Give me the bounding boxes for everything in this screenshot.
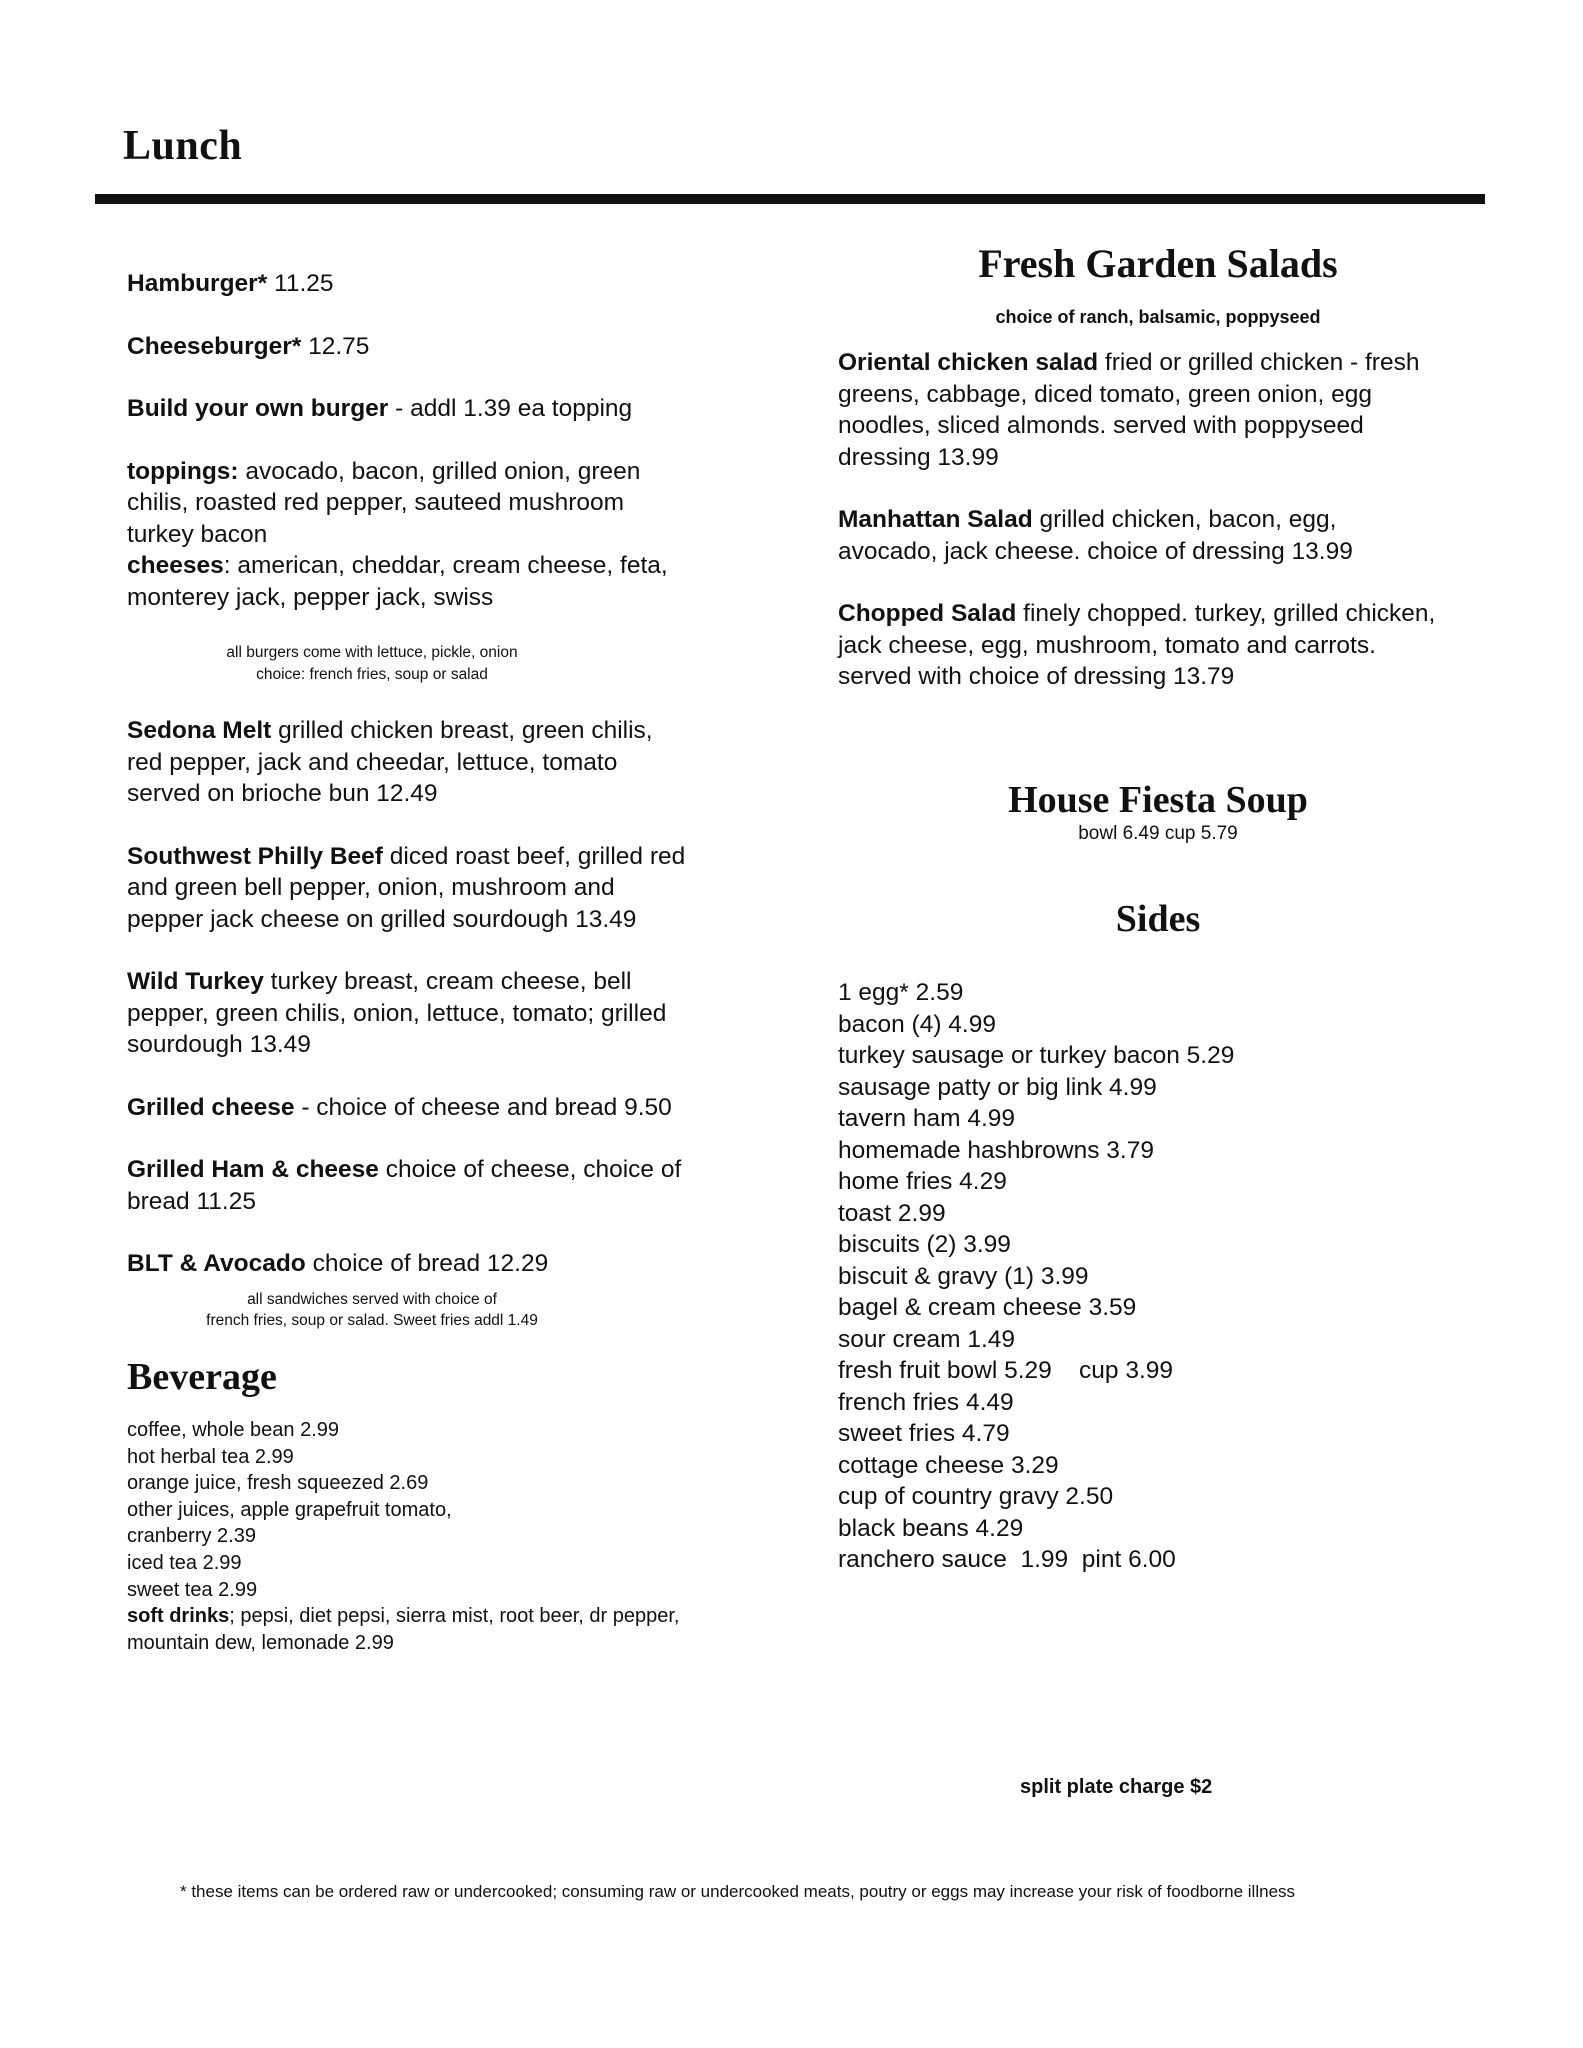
menu-item-oriental-chicken-salad — [838, 347, 1438, 473]
menu-item-manhattan-salad — [838, 504, 1438, 567]
soup-prices: bowl 6.49 cup 5.79 — [1078, 823, 1238, 844]
item-name: Hamburger* — [127, 270, 268, 297]
beverage-line: orange juice, fresh squeezed 2.69 — [127, 1472, 429, 1495]
sides-title: Sides — [1115, 897, 1201, 940]
item-name: Wild Turkey — [127, 968, 264, 995]
soft-drinks-label: soft drinks — [127, 1605, 230, 1628]
toppings-list — [127, 456, 687, 614]
side-item: french fries 4.49 — [838, 1388, 1014, 1416]
beverage-line: hot herbal tea 2.99 — [127, 1445, 294, 1468]
cheeses-label: cheeses — [127, 552, 224, 579]
menu-item-sedona-melt — [127, 715, 687, 810]
side-item: sausage patty or big link 4.99 — [838, 1073, 1157, 1101]
menu-item-blt-avocado — [127, 1248, 687, 1280]
side-item: homemade hashbrowns 3.79 — [838, 1136, 1154, 1164]
menu-item-wild-turkey — [127, 966, 687, 1061]
split-plate-charge: split plate charge $2 — [1020, 1776, 1213, 1798]
side-item: tavern ham 4.99 — [838, 1105, 1016, 1132]
beverage-line: iced tea 2.99 — [127, 1551, 242, 1574]
item-name: Manhattan Salad — [838, 506, 1033, 533]
salad-dressings: choice of ranch, balsamic, poppyseed — [995, 306, 1321, 327]
side-item: bagel & cream cheese 3.59 — [838, 1294, 1137, 1321]
side-item: fresh fruit bowl 5.29 cup 3.99 — [838, 1357, 1174, 1384]
item-name: Sedona Melt — [127, 717, 272, 744]
item-name: Build your own burger — [127, 395, 389, 422]
sandwich-note-line: all sandwiches served with choice of — [247, 1290, 497, 1308]
item-desc: finely chopped. turkey, grilled chicken, jack cheese, egg, mushroom, tomato and carrots. served with choice of dressing 13.79 — [838, 600, 1436, 690]
side-item: biscuits (2) 3.99 — [838, 1231, 1011, 1258]
footer-disclaimer: * these items can be ordered raw or undercooked; consuming raw or undercooked meats, poutry or eggs may increase your risk of foodborne illness — [180, 1882, 1296, 1901]
salads-title: Fresh Garden Salads — [978, 241, 1338, 286]
item-desc: - choice of cheese and bread 9.50 — [294, 1093, 672, 1121]
item-name: Oriental chicken salad — [838, 349, 1099, 376]
left-column — [127, 268, 687, 1656]
beverage-line: sweet tea 2.99 — [127, 1578, 258, 1601]
menu-item-southwest-philly-beef — [127, 841, 687, 936]
item-name: Grilled cheese — [127, 1093, 295, 1121]
beverage-line: coffee, whole bean 2.99 — [127, 1419, 340, 1441]
item-name: Grilled Ham & cheese — [127, 1156, 379, 1183]
item-name: Cheeseburger* — [127, 332, 302, 360]
burger-note-line: all burgers come with lettuce, pickle, onion — [226, 644, 518, 661]
side-item: toast 2.99 — [838, 1199, 946, 1227]
soft-drinks-line — [127, 1603, 687, 1656]
cheeses-text: : american, cheddar, cream cheese, feta, monterey jack, pepper jack, swiss — [127, 552, 668, 611]
sandwich-note-line: french fries, soup or salad. Sweet fries addl 1.49 — [206, 1312, 538, 1329]
side-item: cup of country gravy 2.50 — [838, 1483, 1114, 1510]
beverage-line: cranberry 2.39 — [127, 1525, 256, 1548]
page-title: Lunch — [123, 123, 243, 169]
menu-item-cheeseburger — [127, 331, 687, 363]
item-name: Southwest Philly Beef — [127, 842, 383, 870]
item-desc: grilled chicken breast, green chilis, red pepper, jack and cheedar, lettuce, tomato served on brioche bun 12.49 — [127, 717, 653, 807]
side-item: sour cream 1.49 — [838, 1325, 1016, 1353]
beverage-line: other juices, apple grapefruit tomato, — [127, 1498, 452, 1521]
sides-list — [838, 977, 1438, 1576]
menu-item-build-your-own-burger — [127, 393, 687, 425]
beverage-list — [127, 1417, 687, 1656]
side-item: turkey sausage or turkey bacon 5.29 — [838, 1042, 1235, 1069]
side-item: bacon (4) 4.99 — [838, 1010, 996, 1038]
menu-item-grilled-cheese — [127, 1092, 687, 1124]
item-desc: choice of cheese, choice of bread 11.25 — [127, 1156, 682, 1215]
item-desc: grilled chicken, bacon, egg, avocado, jack cheese. choice of dressing 13.99 — [838, 506, 1353, 565]
side-item: black beans 4.29 — [838, 1514, 1024, 1542]
side-item: cottage cheese 3.29 — [838, 1451, 1059, 1479]
item-name: Chopped Salad — [838, 600, 1017, 627]
item-desc: 12.75 — [301, 332, 370, 360]
item-name: BLT & Avocado — [127, 1250, 306, 1277]
title-divider — [95, 194, 1485, 204]
side-item: 1 egg* 2.59 — [838, 979, 964, 1006]
soup-title: House Fiesta Soup — [1008, 778, 1308, 821]
menu-item-hamburger — [127, 268, 687, 300]
item-desc: diced roast beef, grilled red and green bell pepper, onion, mushroom and pepper jack cheese on grilled sourdough 13.49 — [127, 842, 686, 933]
side-item: ranchero sauce 1.99 pint 6.00 — [838, 1546, 1176, 1573]
item-desc: fried or grilled chicken - fresh greens, cabbage, diced tomato, green onion, egg noodles, sliced almonds. served with poppyseed dressing 13.99 — [838, 349, 1420, 471]
item-desc: 11.25 — [267, 270, 334, 297]
item-desc: - addl 1.39 ea topping — [388, 395, 633, 422]
beverage-title: Beverage — [127, 1355, 277, 1398]
item-desc: turkey breast, cream cheese, bell pepper, green chilis, onion, lettuce, tomato; grilled sourdough 13.49 — [127, 968, 667, 1058]
burger-note-line: choice: french fries, soup or salad — [256, 665, 488, 683]
item-desc: choice of bread 12.29 — [305, 1250, 549, 1277]
soft-drinks-text: ; pepsi, diet pepsi, sierra mist, root beer, dr pepper, mountain dew, lemonade 2.99 — [127, 1605, 680, 1654]
toppings-text: avocado, bacon, grilled onion, green chilis, roasted red pepper, sauteed mushroom turkey bacon — [127, 457, 641, 548]
toppings-label: toppings: — [127, 457, 239, 485]
menu-item-grilled-ham-cheese — [127, 1154, 687, 1217]
sandwich-note — [132, 1289, 612, 1332]
side-item: biscuit & gravy (1) 3.99 — [838, 1262, 1089, 1290]
menu-item-chopped-salad — [838, 598, 1438, 693]
right-column — [838, 241, 1438, 1576]
side-item: home fries 4.29 — [838, 1168, 1007, 1195]
burger-note — [157, 642, 587, 685]
side-item: sweet fries 4.79 — [838, 1420, 1010, 1447]
